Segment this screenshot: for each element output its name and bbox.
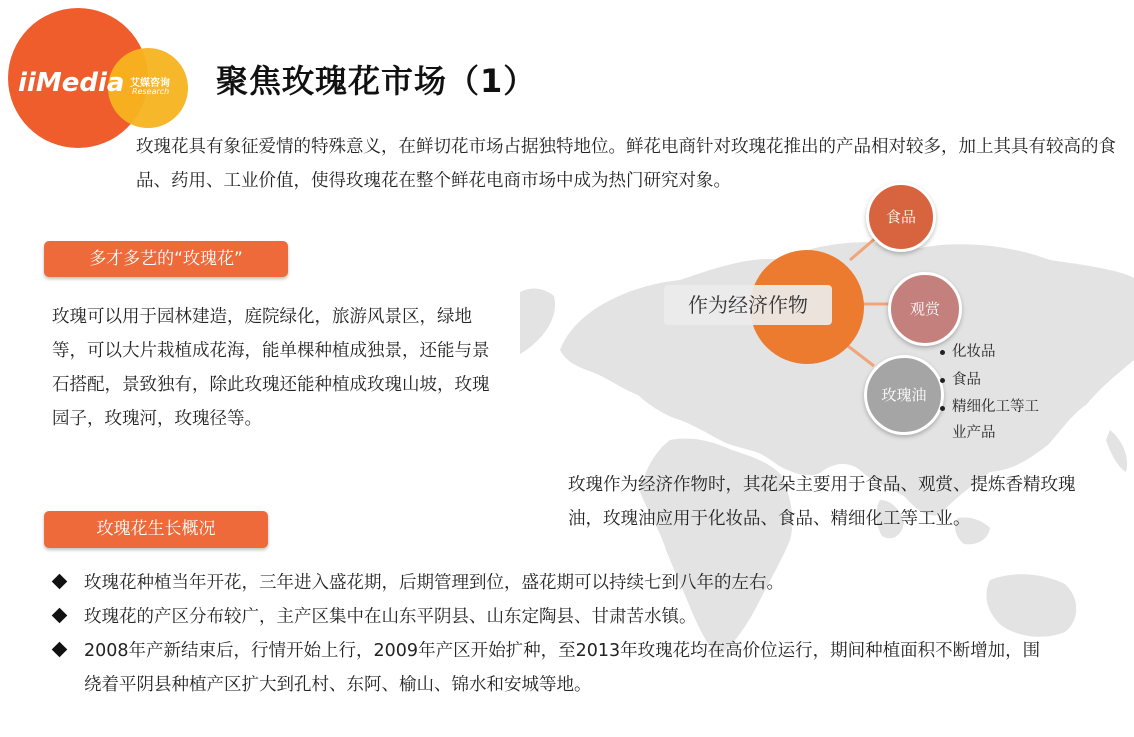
list-item: 化妆品 — [940, 338, 1060, 366]
rose-oil-products-list — [940, 338, 1060, 446]
diamond-bullet-icon — [52, 574, 68, 590]
section-tag-growth: 玫瑰花生长概况 — [44, 511, 268, 548]
list-item — [52, 600, 1052, 634]
section-tag-versatile: 多才多艺的“玫瑰花” — [44, 241, 288, 277]
node-ornamental: 观赏 — [888, 272, 962, 346]
list-item — [940, 394, 1060, 446]
connector-oil — [848, 346, 874, 366]
intro-paragraph: 玫瑰花具有象征爱情的特殊意义，在鲜切花市场占据独特地位。鲜花电商针对玫瑰花推出的产品相对较多，加上其具有较高的食品、药用、工业价值，使得玫瑰花在整个鲜花电商市场中成为热门研究对象。 — [136, 137, 1116, 191]
page-title: 聚焦玫瑰花市场（1） — [216, 62, 537, 100]
economic-crop-label: 作为经济作物 — [664, 285, 832, 325]
list-item-line: 业产品 — [952, 425, 996, 441]
list-item: 食品 — [940, 366, 1060, 394]
bullet-text: 玫瑰花的产区分布较广，主产区集中在山东平阴县、山东定陶县、甘肃苦水镇。 — [84, 607, 697, 627]
list-item — [52, 566, 1052, 600]
diamond-bullet-icon — [52, 642, 68, 658]
economic-crop-text: 玫瑰作为经济作物时，其花朵主要用于食品、观赏、提炼香精玫瑰油，玫瑰油应用于化妆品、食品、精细化工等工业。 — [568, 475, 1076, 529]
logo-en-text: Research — [132, 87, 170, 96]
bullet-text: 玫瑰花种植当年开花，三年进入盛花期，后期管理到位，盛花期可以持续七到八年的左右。 — [84, 573, 784, 593]
bullet-text: 2008年产新结束后，行情开始上行，2009年产区开始扩种，至2013年玫瑰花均在高价位运行，期间种植面积不断增加，围绕着平阴县种植产区扩大到孔村、东阿、榆山、锦水和安城等地。 — [84, 641, 1041, 695]
diamond-bullet-icon — [52, 608, 68, 624]
growth-bullet-list — [52, 566, 1052, 702]
section-versatile-text: 玫瑰可以用于园林建造，庭院绿化，旅游风景区，绿地等，可以大片栽植成花海，能单棵种植成独景，还能与景石搭配，景致独有，除此玫瑰还能种植成玫瑰山坡，玫瑰园子，玫瑰河，玫瑰径等。 — [52, 307, 490, 429]
list-item — [52, 634, 1044, 702]
node-rose-oil: 玫瑰油 — [864, 355, 944, 435]
logo-text: iiMedia — [18, 68, 125, 98]
node-food: 食品 — [866, 182, 936, 252]
list-item-line: 精细化工等工 — [952, 399, 1039, 415]
logo-cn-text: 艾媒咨询 — [130, 78, 170, 89]
